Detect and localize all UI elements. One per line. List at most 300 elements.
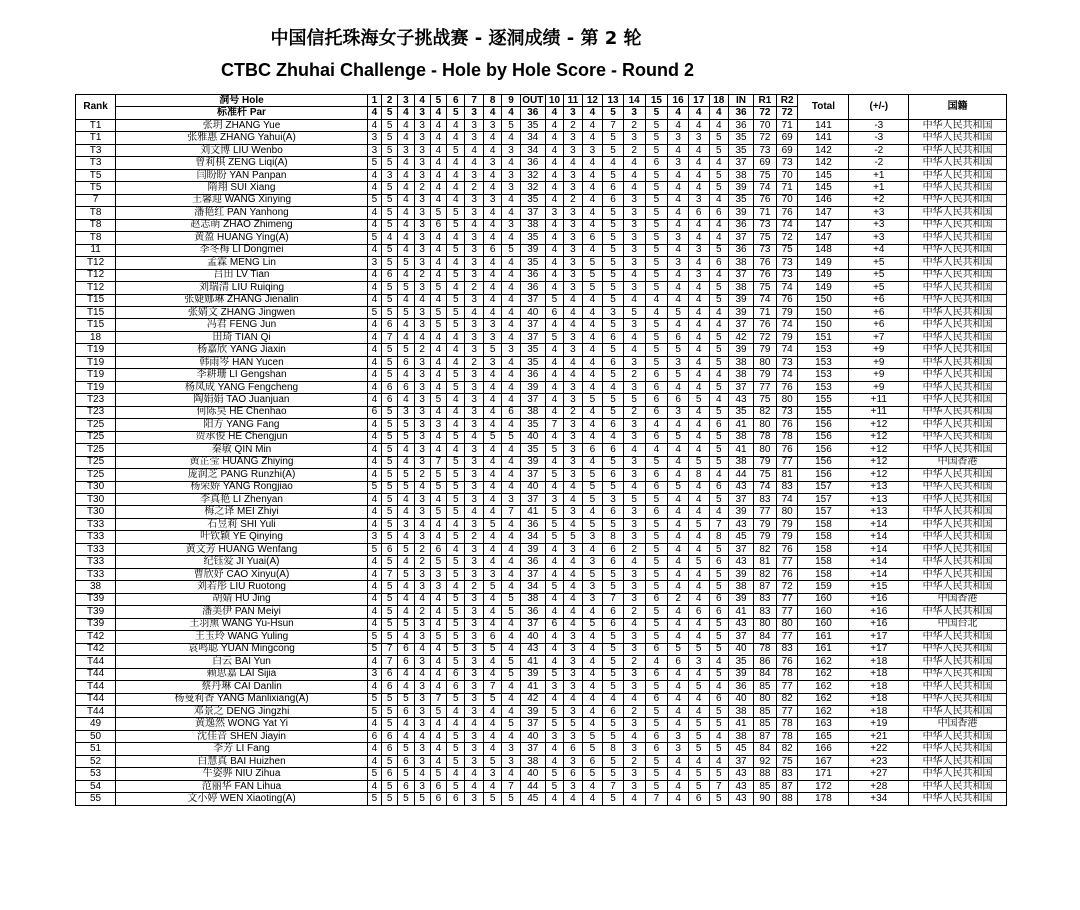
score-cell: 5	[645, 456, 668, 468]
score-cell: 4	[465, 157, 483, 169]
score-cell: 5	[430, 469, 446, 481]
header-par-value: 4	[398, 107, 414, 119]
score-cell: 6	[398, 356, 414, 368]
score-cell: 69	[754, 157, 777, 169]
to-par-cell: +3	[849, 207, 909, 219]
player-name-cell: 白慧真 BAI Huizhen	[116, 755, 368, 767]
score-cell: 4	[688, 182, 709, 194]
score-cell: 5	[398, 793, 414, 805]
score-cell: 3	[502, 344, 520, 356]
score-cell: 4	[430, 182, 446, 194]
rank-cell: T44	[76, 705, 116, 717]
rank-cell: T42	[76, 631, 116, 643]
player-name-cell: 孟霖 MENG Lin	[116, 257, 368, 269]
score-cell: 4	[502, 444, 520, 456]
score-cell: 4	[447, 768, 465, 780]
score-cell: 4	[430, 294, 446, 306]
score-cell: 5	[709, 244, 729, 256]
score-cell: 5	[603, 768, 624, 780]
score-cell: 3	[465, 119, 483, 131]
table-row	[76, 593, 1007, 605]
score-cell: 79	[776, 518, 798, 530]
score-cell: 4	[603, 157, 624, 169]
score-cell: 3	[564, 780, 582, 792]
score-cell: 4	[582, 119, 603, 131]
score-cell: 5	[582, 257, 603, 269]
score-cell: 4	[398, 506, 414, 518]
score-cell: 4	[398, 668, 414, 680]
to-par-cell: +12	[849, 431, 909, 443]
score-cell: 5	[447, 319, 465, 331]
player-name-cell: 赖思嘉 LAI Sijia	[116, 668, 368, 680]
score-cell: 2	[465, 531, 483, 543]
score-cell: 44	[729, 469, 754, 481]
score-cell: 4	[430, 618, 446, 630]
score-cell: 3	[465, 469, 483, 481]
score-cell: 43	[729, 518, 754, 530]
score-cell: 3	[465, 232, 483, 244]
to-par-cell: +11	[849, 406, 909, 418]
score-cell: 4	[483, 381, 501, 393]
score-cell: 4	[668, 618, 689, 630]
score-cell: 3	[465, 444, 483, 456]
header-par-value: 4	[367, 107, 381, 119]
score-cell: 3	[465, 132, 483, 144]
score-cell: 43	[520, 643, 545, 655]
score-cell: 6	[398, 381, 414, 393]
score-cell: 5	[381, 294, 397, 306]
score-cell: 4	[502, 306, 520, 318]
score-cell: 37	[729, 543, 754, 555]
score-cell: 6	[709, 693, 729, 705]
score-cell: 5	[367, 693, 381, 705]
score-cell: 3	[414, 419, 430, 431]
score-cell: 79	[776, 306, 798, 318]
score-cell: 4	[447, 406, 465, 418]
country-cell: 中华人民共和国	[909, 531, 1007, 543]
rank-cell: 54	[76, 780, 116, 792]
score-cell: 5	[502, 244, 520, 256]
rank-cell: T1	[76, 132, 116, 144]
score-cell: 2	[623, 705, 645, 717]
score-cell: 74	[776, 282, 798, 294]
rank-cell: T30	[76, 481, 116, 493]
score-cell: 5	[502, 656, 520, 668]
player-name-cell: 刘瑞清 LIU Ruiqing	[116, 282, 368, 294]
score-cell: 3	[414, 743, 430, 755]
score-cell: 5	[688, 768, 709, 780]
score-cell: 5	[545, 718, 563, 730]
score-cell: 5	[645, 282, 668, 294]
score-cell: 6	[709, 556, 729, 568]
country-cell: 中华人民共和国	[909, 556, 1007, 568]
score-cell: 4	[564, 481, 582, 493]
score-cell: 3	[564, 456, 582, 468]
score-cell: 4	[623, 693, 645, 705]
total-cell: 156	[798, 444, 849, 456]
score-cell: 80	[754, 419, 777, 431]
score-cell: 5	[645, 606, 668, 618]
score-cell: 3	[623, 581, 645, 593]
score-cell: 82	[754, 543, 777, 555]
header-hole-number: 17	[688, 95, 709, 107]
score-cell: 39	[520, 705, 545, 717]
score-cell: 5	[645, 780, 668, 792]
score-cell: 78	[776, 431, 798, 443]
score-cell: 4	[668, 219, 689, 231]
score-cell: 5	[398, 618, 414, 630]
score-cell: 5	[582, 269, 603, 281]
to-par-cell: +6	[849, 306, 909, 318]
score-cell: 6	[603, 419, 624, 431]
score-cell: 5	[447, 207, 465, 219]
score-cell: 3	[414, 257, 430, 269]
score-cell: 37	[729, 232, 754, 244]
score-cell: 4	[688, 319, 709, 331]
to-par-cell: +16	[849, 618, 909, 630]
score-cell: 4	[483, 169, 501, 181]
score-cell: 4	[367, 331, 381, 343]
score-cell: 4	[502, 730, 520, 742]
table-row	[76, 207, 1007, 219]
player-name-cell: 邓景之 DENG Jingzhi	[116, 705, 368, 717]
score-cell: 5	[645, 344, 668, 356]
player-name-cell: 何陈昊 HE Chenhao	[116, 406, 368, 418]
score-cell: 5	[645, 219, 668, 231]
score-cell: 3	[414, 306, 430, 318]
rank-cell: T1	[76, 119, 116, 131]
score-cell: 35	[520, 194, 545, 206]
to-par-cell: +13	[849, 506, 909, 518]
header-hole-number: 7	[465, 95, 483, 107]
total-cell: 149	[798, 269, 849, 281]
score-cell: 3	[502, 182, 520, 194]
table-row	[76, 681, 1007, 693]
score-cell: 5	[381, 132, 397, 144]
score-cell: 7	[381, 643, 397, 655]
player-name-cell: 梅之译 MEI Zhiyi	[116, 506, 368, 518]
score-cell: 4	[564, 593, 582, 605]
score-cell: 4	[688, 444, 709, 456]
score-cell: 39	[729, 294, 754, 306]
to-par-cell: +18	[849, 705, 909, 717]
score-cell: 3	[623, 681, 645, 693]
header-hole-number: R2	[776, 95, 798, 107]
score-cell: 4	[582, 157, 603, 169]
score-cell: 4	[545, 593, 563, 605]
score-cell: 5	[603, 144, 624, 156]
header-par-value: 72	[776, 107, 798, 119]
rank-cell: T39	[76, 606, 116, 618]
rank-cell: T33	[76, 518, 116, 530]
score-cell: 5	[645, 257, 668, 269]
score-cell: 38	[520, 755, 545, 767]
score-cell: 5	[645, 618, 668, 630]
country-cell: 中华人民共和国	[909, 294, 1007, 306]
score-cell: 4	[502, 456, 520, 468]
score-cell: 3	[465, 643, 483, 655]
score-cell: 4	[688, 593, 709, 605]
score-cell: 37	[520, 394, 545, 406]
title-chinese: 中国信托珠海女子挑战赛 - 逐洞成绩 - 第 2 轮	[270, 28, 642, 49]
score-cell: 4	[688, 693, 709, 705]
score-cell: 4	[502, 681, 520, 693]
score-cell: 4	[483, 618, 501, 630]
score-cell: 4	[398, 444, 414, 456]
to-par-cell: +3	[849, 232, 909, 244]
score-cell: 4	[398, 207, 414, 219]
header-hole-number: 9	[502, 95, 520, 107]
score-cell: 4	[367, 344, 381, 356]
score-cell: 4	[381, 232, 397, 244]
score-cell: 3	[623, 643, 645, 655]
score-cell: 3	[623, 768, 645, 780]
score-cell: 4	[483, 656, 501, 668]
score-cell: 3	[623, 531, 645, 543]
score-cell: 4	[502, 481, 520, 493]
to-par-cell: +22	[849, 743, 909, 755]
total-cell: 145	[798, 182, 849, 194]
score-cell: 43	[729, 793, 754, 805]
score-cell: 4	[545, 319, 563, 331]
score-cell: 3	[430, 419, 446, 431]
total-cell: 150	[798, 294, 849, 306]
player-name-cell: 杨曼莉香 YANG Manlixiang(A)	[116, 693, 368, 705]
score-cell: 5	[688, 394, 709, 406]
score-cell: 3	[414, 381, 430, 393]
player-name-cell: 潘艳红 PAN Yanhong	[116, 207, 368, 219]
rank-cell: T33	[76, 568, 116, 580]
score-cell: 3	[414, 456, 430, 468]
total-cell: 159	[798, 581, 849, 593]
rank-cell: T19	[76, 369, 116, 381]
score-cell: 4	[668, 668, 689, 680]
score-cell: 5	[688, 643, 709, 655]
score-cell: 4	[483, 207, 501, 219]
to-par-cell: +6	[849, 294, 909, 306]
score-cell: 5	[603, 344, 624, 356]
score-cell: 4	[430, 518, 446, 530]
score-cell: 4	[545, 568, 563, 580]
total-cell: 158	[798, 568, 849, 580]
score-cell: 5	[603, 294, 624, 306]
score-cell: 4	[688, 282, 709, 294]
title-english: CTBC Zhuhai Challenge - Hole by Hole Score - Round 2	[220, 60, 695, 80]
score-cell: 4	[623, 157, 645, 169]
score-cell: 6	[367, 730, 381, 742]
score-cell: 5	[367, 306, 381, 318]
header-par-value: 3	[414, 107, 430, 119]
score-cell: 34	[520, 531, 545, 543]
score-cell: 84	[754, 743, 777, 755]
score-cell: 5	[545, 294, 563, 306]
score-cell: 3	[623, 244, 645, 256]
score-cell: 39	[520, 668, 545, 680]
score-cell: 4	[398, 730, 414, 742]
score-cell: 3	[502, 144, 520, 156]
score-cell: 6	[603, 506, 624, 518]
score-cell: 4	[688, 356, 709, 368]
score-cell: 42	[520, 693, 545, 705]
country-cell: 中华人民共和国	[909, 793, 1007, 805]
score-cell: 37	[729, 269, 754, 281]
table-body	[76, 119, 1007, 805]
score-cell: 4	[447, 257, 465, 269]
player-name-cell: 文小婷 WEN Xiaoting(A)	[116, 793, 368, 805]
score-cell: 35	[520, 257, 545, 269]
score-cell: 3	[668, 232, 689, 244]
score-cell: 4	[688, 431, 709, 443]
score-cell: 36	[520, 556, 545, 568]
score-cell: 6	[709, 257, 729, 269]
player-name-cell: 张玥 ZHANG Yue	[116, 119, 368, 131]
rank-cell: T12	[76, 269, 116, 281]
score-cell: 37	[729, 381, 754, 393]
score-cell: 4	[668, 194, 689, 206]
score-cell: 5	[545, 518, 563, 530]
score-cell: 4	[447, 518, 465, 530]
score-cell: 5	[398, 768, 414, 780]
score-cell: 3	[623, 469, 645, 481]
score-cell: 5	[623, 306, 645, 318]
score-cell: 79	[776, 331, 798, 343]
score-cell: 4	[545, 169, 563, 181]
score-cell: 76	[776, 419, 798, 431]
score-cell: 37	[520, 618, 545, 630]
score-cell: 4	[668, 319, 689, 331]
score-cell: 4	[398, 244, 414, 256]
score-cell: 6	[367, 406, 381, 418]
score-cell: 6	[381, 381, 397, 393]
rank-cell: 51	[76, 743, 116, 755]
score-cell: 4	[430, 406, 446, 418]
score-cell: 6	[603, 556, 624, 568]
score-cell: 34	[520, 581, 545, 593]
rank-cell: T19	[76, 381, 116, 393]
score-cell: 4	[623, 294, 645, 306]
score-cell: 5	[645, 768, 668, 780]
score-cell: 3	[688, 244, 709, 256]
table-row	[76, 419, 1007, 431]
score-cell: 83	[776, 481, 798, 493]
score-cell: 79	[754, 456, 777, 468]
to-par-cell: +9	[849, 344, 909, 356]
to-par-cell: +3	[849, 219, 909, 231]
score-cell: 3	[465, 568, 483, 580]
score-cell: 5	[381, 144, 397, 156]
score-cell: 4	[623, 618, 645, 630]
score-cell: 80	[754, 693, 777, 705]
score-cell: 5	[398, 344, 414, 356]
score-cell: 69	[776, 144, 798, 156]
score-cell: 5	[603, 656, 624, 668]
score-cell: 3	[564, 705, 582, 717]
score-cell: 6	[381, 319, 397, 331]
score-cell: 5	[430, 631, 446, 643]
header-total: Total	[798, 95, 849, 120]
score-cell: 3	[465, 381, 483, 393]
table-row	[76, 506, 1007, 518]
player-name-cell: 黄文芳 HUANG Wenfang	[116, 543, 368, 555]
score-cell: 4	[367, 431, 381, 443]
score-cell: 35	[729, 656, 754, 668]
total-cell: 158	[798, 531, 849, 543]
rank-cell: T23	[76, 406, 116, 418]
score-cell: 4	[367, 282, 381, 294]
score-cell: 4	[603, 431, 624, 443]
score-cell: 4	[367, 419, 381, 431]
country-cell: 中华人民共和国	[909, 768, 1007, 780]
score-cell: 4	[502, 369, 520, 381]
score-cell: 3	[367, 531, 381, 543]
score-cell: 5	[709, 743, 729, 755]
score-cell: 4	[582, 344, 603, 356]
score-cell: 3	[623, 518, 645, 530]
score-cell: 37	[520, 743, 545, 755]
score-cell: 5	[545, 668, 563, 680]
score-cell: 4	[582, 718, 603, 730]
score-cell: 5	[381, 257, 397, 269]
score-cell: 6	[603, 618, 624, 630]
score-cell: 3	[465, 618, 483, 630]
country-cell: 中华人民共和国	[909, 656, 1007, 668]
rank-cell: T44	[76, 693, 116, 705]
table-row	[76, 568, 1007, 580]
score-cell: 38	[729, 431, 754, 443]
score-cell: 45	[729, 743, 754, 755]
score-cell: 5	[483, 793, 501, 805]
score-cell: 3	[465, 169, 483, 181]
score-cell: 4	[430, 381, 446, 393]
score-cell: 73	[754, 144, 777, 156]
score-cell: 4	[447, 331, 465, 343]
score-cell: 73	[754, 244, 777, 256]
score-cell: 4	[414, 481, 430, 493]
table-row	[76, 556, 1007, 568]
score-cell: 37	[520, 568, 545, 580]
score-cell: 4	[668, 169, 689, 181]
score-cell: 39	[729, 306, 754, 318]
score-cell: 4	[709, 469, 729, 481]
score-cell: 4	[582, 182, 603, 194]
score-cell: 4	[483, 294, 501, 306]
score-cell: 5	[688, 743, 709, 755]
score-cell: 3	[367, 144, 381, 156]
player-name-cell: 沈佳音 SHEN Jiayin	[116, 730, 368, 742]
score-cell: 5	[603, 481, 624, 493]
score-cell: 73	[776, 157, 798, 169]
header-hole-number: 15	[645, 95, 668, 107]
country-cell: 中国台北	[909, 618, 1007, 630]
score-cell: 4	[564, 556, 582, 568]
score-cell: 6	[668, 656, 689, 668]
rank-cell: T25	[76, 444, 116, 456]
to-par-cell: +18	[849, 656, 909, 668]
score-cell: 3	[414, 568, 430, 580]
score-cell: 6	[645, 369, 668, 381]
country-cell: 中华人民共和国	[909, 207, 1007, 219]
total-cell: 153	[798, 369, 849, 381]
country-cell: 中华人民共和国	[909, 431, 1007, 443]
score-cell: 4	[668, 381, 689, 393]
score-cell: 4	[668, 718, 689, 730]
score-cell: 4	[623, 444, 645, 456]
score-cell: 5	[564, 718, 582, 730]
country-cell: 中华人民共和国	[909, 232, 1007, 244]
score-cell: 3	[414, 369, 430, 381]
player-name-cell: 阳方 YANG Fang	[116, 419, 368, 431]
to-par-cell: +16	[849, 606, 909, 618]
